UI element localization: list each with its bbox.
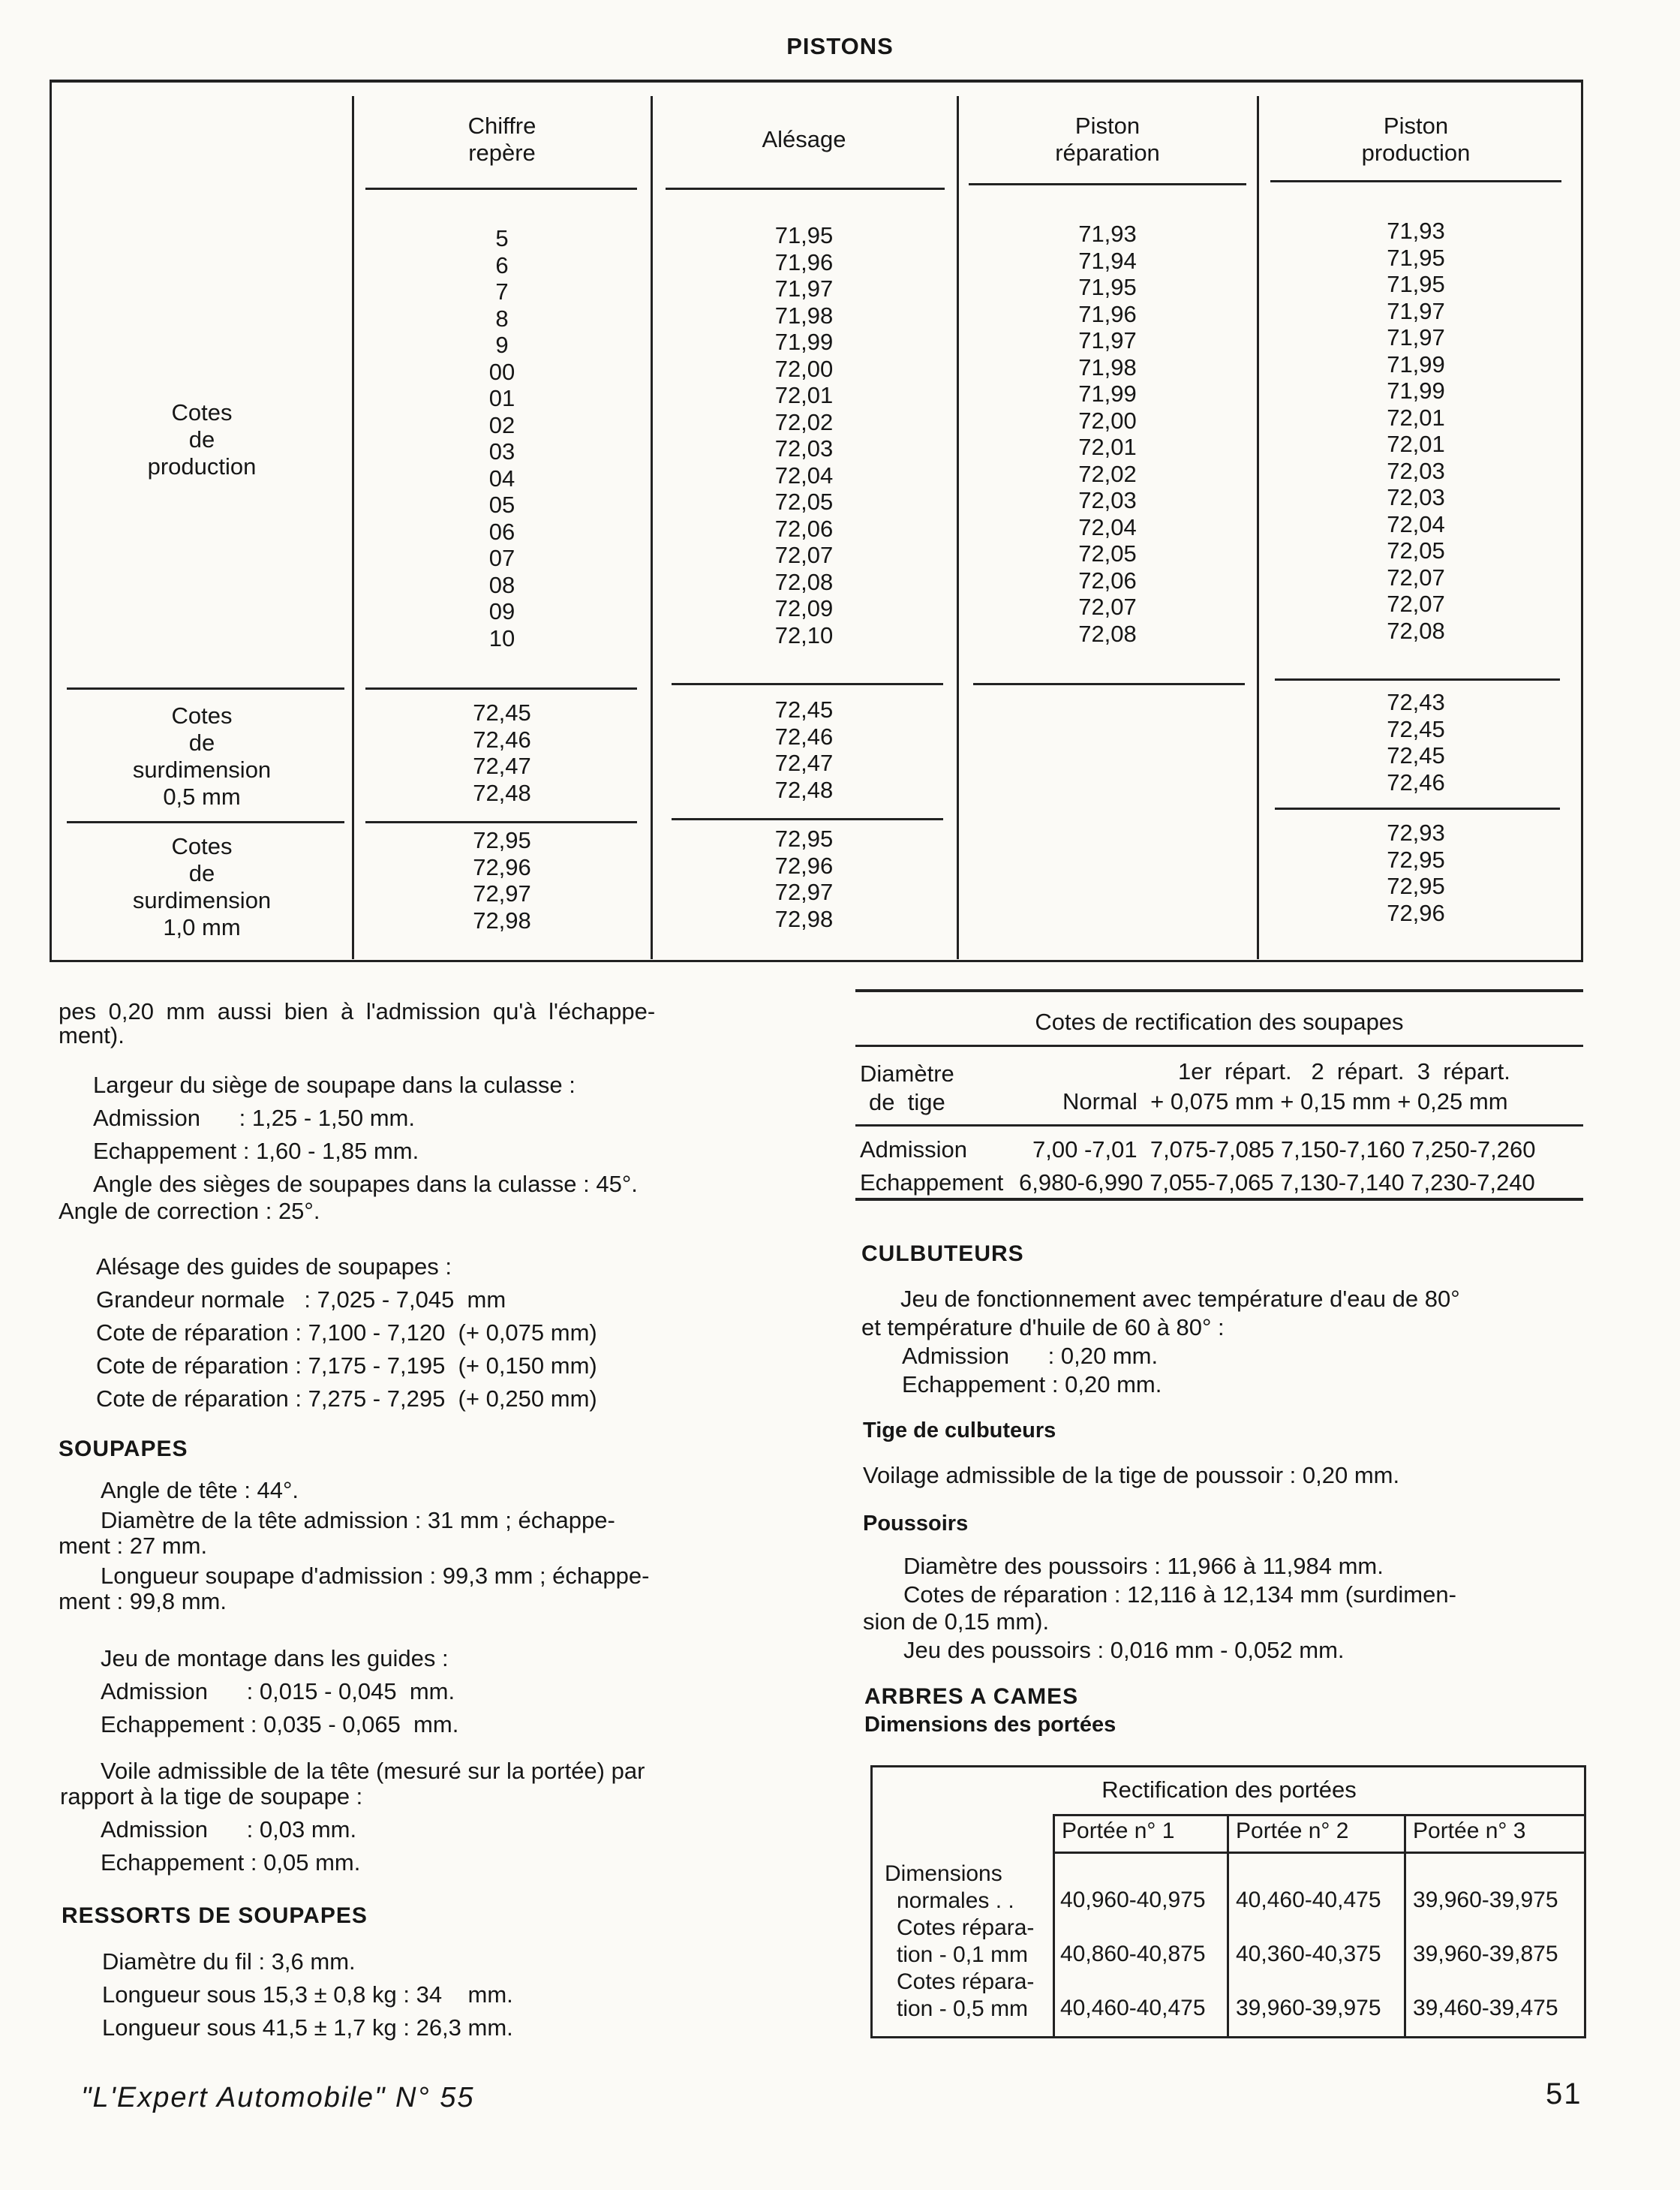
group-rule [1275,678,1560,681]
table-cell: 71,95 [1078,274,1137,300]
group-rule [67,687,344,690]
table-cell: 72,01 [1078,434,1137,460]
table-cell: 72,06 [774,515,834,542]
section-poussoirs: Poussoirs [863,1512,969,1536]
table-cell: 72,98 [473,907,531,934]
table-cell: 9 [495,332,509,358]
table-cell: 06 [488,518,515,545]
table-cell: 72,96 [1387,899,1445,926]
page-title: PISTONS [786,33,894,59]
group-label-production: Cotes de production [147,399,257,480]
row-echappement-values: 6,980-6,990 7,055-7,065 7,130-7,140 7,230-7,240 [1019,1169,1535,1196]
intro-paragraph: pes 0,20 mm aussi bien à l'admission qu'à l'échappe- ment). [59,998,656,1048]
table-cell: 04 [488,465,515,492]
table-rule [1053,1814,1585,1816]
cell-value: 39,960-39,875 [1413,1942,1558,1966]
table-cell: 71,93 [1078,221,1137,247]
section-ressorts: RESSORTS DE SOUPAPES [62,1903,368,1928]
table-cell: 72,04 [1078,513,1137,540]
table-cell: 72,01 [1387,404,1445,431]
table-rule [855,1045,1583,1047]
section-culbuteurs: CULBUTEURS [861,1241,1024,1266]
col-alesage-g2 [652,826,956,932]
section-soupapes: SOUPAPES [59,1436,188,1461]
table-cell: 72,95 [473,827,531,853]
table-cell: 72,95 [1387,873,1445,899]
table-cell: 01 [488,385,515,411]
table-cell: 72,08 [1078,620,1137,647]
table-cell: 72,97 [774,879,834,905]
section-dimensions-portees: Dimensions des portées [864,1713,1116,1737]
group-rule [672,683,943,685]
header-portee-3: Portée n° 3 [1413,1818,1526,1843]
header-portee-2: Portée n° 2 [1236,1818,1349,1843]
col-chiffre-g1 [352,699,652,806]
table-cell: 6 [495,251,509,278]
table-cell: 09 [488,598,515,624]
row-label-reparation-05: Cotes répara- tion - 0,5 mm [897,1969,1035,2021]
row-label-reparation-01: Cotes répara- tion - 0,1 mm [897,1915,1035,1967]
header-rule [969,183,1246,185]
table-cell: 7 [495,278,509,305]
table-cell: 72,46 [1387,769,1445,796]
page-number: 51 [1546,2077,1582,2110]
table-cell: 71,97 [1387,297,1445,324]
table-cell: 72,43 [1387,689,1445,715]
table-cell: 71,93 [1387,218,1445,244]
column-divider [1227,1814,1229,2036]
row-admission-values: 7,00 -7,01 7,075-7,085 7,150-7,160 7,250-7,260 [1032,1136,1536,1163]
table-cell: 72,07 [774,542,834,568]
table-rule [1053,1852,1585,1854]
publication-footer: "L'Expert Automobile" N° 55 [81,2082,475,2113]
cell-value: 40,460-40,475 [1060,1996,1206,2020]
voile-paragraph: Voile admissible de la tête (mesuré sur la portée) par rapport à la tige de soupape : Admission : 0,03 mm. Echappement : 0,05 mm. [60,1758,645,1876]
col-alesage-g0 [652,222,956,648]
col-production-g0 [1258,218,1573,644]
table-cell: 71,95 [1387,271,1445,297]
table-cell: 72,01 [774,382,834,408]
group-label-surdimension-10: Cotes de surdimension 1,0 mm [132,833,272,940]
table-cell: 71,96 [1078,300,1137,327]
table-cell: 02 [488,411,515,438]
table-cell: 72,47 [473,753,531,779]
table-cell: 72,05 [1078,540,1137,567]
section-tige-culbuteurs: Tige de culbuteurs [863,1418,1056,1442]
table-cell: 71,99 [1387,350,1445,378]
table-cell: 72,45 [1387,742,1445,769]
table-rule [855,1124,1583,1127]
table-cell: 71,95 [774,222,834,248]
table-cell: 71,99 [774,329,834,355]
table-cell: 72,45 [473,699,531,726]
col-alesage-g1 [652,696,956,803]
header-chiffre-repere: Chiffre repère [467,113,536,166]
table-cell: 72,95 [1387,846,1445,873]
table-cell: 72,07 [1387,564,1445,591]
table-cell: 72,96 [473,853,531,880]
table-caption: Rectification des portées [1101,1776,1357,1803]
table-cell: 71,95 [1387,244,1445,271]
table-cell: 10 [488,624,515,651]
arbres-rectification-table [870,1765,1586,2038]
header-repart: 1er répart. 2 répart. 3 répart. [1178,1058,1510,1084]
table-cell: 72,06 [1078,567,1137,594]
guides-paragraph: Alésage des guides de soupapes : Grandeur normale : 7,025 - 7,045 mm Cote de réparation : 7,100 - 7,120 (+ 0,075 mm) Cote de réparation : 7,175 - 7,195 (+ 0,150 mm) Cote de réparation : 7,275 - 7,295 (+ 0,250 mm) [96,1253,597,1412]
header-diametre-tige: Diamètre de tige [860,1060,954,1115]
cell-value: 39,960-39,975 [1413,1888,1558,1912]
group-rule [1275,808,1560,810]
table-cell: 5 [495,225,509,251]
table-cell: 72,04 [1387,510,1445,537]
table-cell: 71,97 [774,275,834,302]
cell-value: 40,960-40,975 [1060,1888,1206,1912]
header-alesage: Alésage [762,126,846,152]
table-cell: 72,05 [1387,537,1445,564]
cell-value: 40,860-40,875 [1060,1942,1206,1966]
table-cell: 03 [488,438,515,465]
ressorts-paragraph: Diamètre du fil : 3,6 mm. Longueur sous 15,3 ± 0,8 kg : 34 mm. Longueur sous 41,5 ± 1,7 kg : 26,3 mm. [102,1948,513,2041]
table-cell: 72,01 [1387,431,1445,457]
table-cell: 71,96 [774,248,834,275]
table-cell: 72,02 [774,408,834,435]
table-cell: 8 [495,305,509,332]
row-echappement-label: Echappement [860,1169,1004,1196]
group-rule [67,821,344,823]
cell-value: 39,460-39,475 [1413,1996,1558,2020]
table-cell: 72,03 [1387,457,1445,484]
col-production-g1 [1258,689,1573,796]
table-cell: 72,95 [774,826,834,852]
table-cell: 72,96 [774,852,834,879]
table-cell: 72,00 [774,355,834,382]
table-cell: 72,93 [1387,820,1445,846]
table-cell: 72,45 [774,696,834,723]
table-cell: 71,98 [1078,353,1137,381]
table-cell: 72,05 [774,489,834,515]
table-cell: 72,46 [473,726,531,753]
cell-value: 40,360-40,375 [1236,1942,1381,1966]
table-cell: 72,04 [774,462,834,489]
row-admission-label: Admission [860,1136,967,1163]
col-production-g2 [1258,820,1573,926]
table-caption: Cotes de rectification des soupapes [1035,1009,1404,1035]
table-cell: 71,94 [1078,247,1137,274]
table-cell: 71,97 [1078,327,1137,353]
header-piston-production: Piston production [1361,113,1471,166]
siege-paragraph: Largeur du siège de soupape dans la culasse : Admission : 1,25 - 1,50 mm. Echappement : 1,60 - 1,85 mm. Angle des sièges de soupapes dans la culasse : 45°. Angle de correction : 25°. [59,1072,638,1224]
table-cell: 72,00 [1078,407,1137,434]
table-cell: 71,99 [1078,381,1137,407]
table-cell: 72,46 [774,723,834,750]
table-cell: 72,48 [473,779,531,806]
table-cell: 72,02 [1078,460,1137,487]
cell-value: 39,960-39,975 [1236,1996,1381,2020]
tige-paragraph: Voilage admissible de la tige de poussoir : 0,20 mm. [863,1462,1400,1488]
column-divider [1404,1814,1406,2036]
table-cell: 72,03 [1078,487,1137,513]
pistons-table [50,80,1583,962]
section-arbres-a-cames: ARBRES A CAMES [864,1684,1079,1709]
table-cell: 08 [488,571,515,598]
table-cell: 71,98 [774,302,834,329]
soupapes-rectification-table [855,989,1583,1201]
table-cell: 71,99 [1387,378,1445,404]
table-cell: 07 [488,545,515,571]
group-rule [365,687,637,690]
table-cell: 72,45 [1387,715,1445,742]
poussoirs-paragraph: Diamètre des poussoirs : 11,966 à 11,984 mm. Cotes de réparation : 12,116 à 12,134 mm (surdimen- sion de 0,15 mm). Jeu des poussoirs : 0,016 mm - 0,052 mm. [863,1553,1456,1663]
header-piston-reparation: Piston réparation [1055,113,1160,166]
table-cell: 72,08 [774,568,834,595]
table-cell: 72,07 [1078,594,1137,620]
table-cell: 72,08 [1387,617,1445,644]
soupapes-paragraph: Angle de tête : 44°. Diamètre de la tête admission : 31 mm ; échappe- ment : 27 mm. Longueur soupape d'admission : 99,3 mm ; échappe- ment : 99,8 mm. [59,1477,650,1614]
header-rule [1270,180,1561,182]
table-cell: 72,03 [1387,484,1445,510]
col-chiffre-g2 [352,827,652,934]
table-cell: 72,10 [774,621,834,648]
table-cell: 72,97 [473,880,531,907]
header-portee-1: Portée n° 1 [1062,1818,1175,1843]
col-reparation-g0 [958,221,1257,647]
culbuteurs-paragraph: Jeu de fonctionnement avec température d'eau de 80° et température d'huile de 60 à 80° : Admission : 0,20 mm. Echappement : 0,20 mm. [861,1286,1460,1397]
header-normal: Normal + 0,075 mm + 0,15 mm + 0,25 mm [1062,1088,1508,1115]
group-rule [365,821,637,823]
table-cell: 72,47 [774,750,834,776]
table-cell: 72,09 [774,595,834,621]
header-rule [365,188,637,190]
table-cell: 72,07 [1387,591,1445,617]
table-cell: 71,97 [1387,324,1445,350]
cell-value: 40,460-40,475 [1236,1888,1381,1912]
table-cell: 72,98 [774,905,834,932]
group-rule [973,683,1245,685]
table-cell: 72,03 [774,435,834,462]
group-rule [672,818,943,820]
col-chiffre-g0 [352,225,652,651]
header-rule [666,188,945,190]
table-cell: 05 [488,492,515,518]
table-cell: 00 [488,358,515,385]
jeu-montage-paragraph: Jeu de montage dans les guides : Admission : 0,015 - 0,045 mm. Echappement : 0,035 - 0,065 mm. [101,1645,459,1737]
table-cell: 72,48 [774,776,834,803]
group-label-surdimension-05: Cotes de surdimension 0,5 mm [132,702,272,810]
column-divider [1053,1814,1055,2036]
row-label-dimensions-normales: Dimensions normales . . [885,1861,1014,1913]
